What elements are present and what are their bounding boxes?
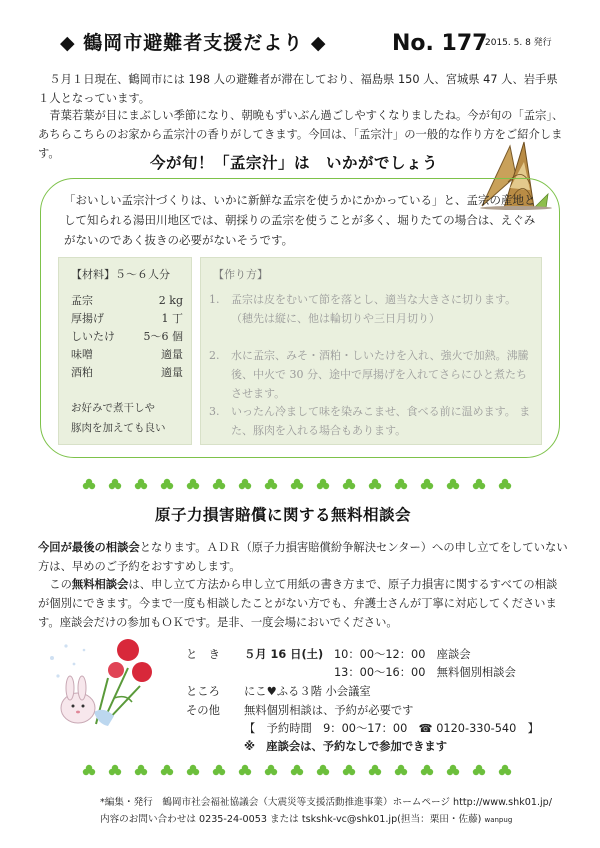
ingredients-box — [58, 257, 192, 445]
ingredient-row — [71, 310, 183, 328]
step-number: 1. — [209, 293, 220, 306]
clover-icon — [290, 478, 304, 492]
clover-icon — [134, 764, 148, 778]
clover-icon — [368, 478, 382, 492]
footer-contact — [100, 812, 580, 827]
ingredient-row — [71, 346, 183, 364]
clover-icon — [160, 764, 174, 778]
event-venue: にこ♥ふる３階 小会議室 — [244, 685, 371, 698]
ingredient-qty: 5～6 個 — [143, 330, 183, 343]
footer-contact-text: 内容のお問い合わせは 0235-24-0053 または tskshk-vc@shk01.jp(担当：栗田・佐藤) — [100, 814, 482, 825]
clover-icon — [342, 764, 356, 778]
ingredient-qty: 適量 — [161, 366, 183, 379]
consult-paragraph-2-pre: この — [38, 578, 72, 591]
issue-number: No. 177 — [392, 31, 488, 56]
ingredient-name: 厚揚げ — [71, 312, 104, 325]
clover-divider — [82, 764, 522, 778]
clover-icon — [160, 478, 174, 492]
ingredient-name: 酒粕 — [71, 366, 93, 379]
event-date: ５月 16 日(土) — [244, 648, 324, 661]
ingredient-qty: 1 丁 — [161, 312, 183, 325]
clover-icon — [472, 764, 486, 778]
clover-icon — [498, 478, 512, 492]
newsletter-title: ◆ 鶴岡市避難者支援だより ◆ — [60, 32, 327, 54]
step-text: 水に孟宗、みそ・酒粕・しいたけを入れ、強火で加熱。沸騰後、中火で 30 分、途中で厚揚げを入れてさらにひと煮たちさせます。 — [231, 349, 529, 400]
clover-icon — [264, 764, 278, 778]
ingredient-qty: 2 kg — [158, 294, 183, 307]
when-label: と き — [186, 648, 220, 661]
clover-icon — [446, 478, 460, 492]
clover-icon — [394, 478, 408, 492]
clover-divider — [82, 478, 522, 492]
consult-paragraph-2-text: は、申し立て方法から申し立て用紙の書き方まで、原子力損害に関するすべての相談が個別にできます。今まで一度も相談したことがない方でも、弁護士さんが丁寧に対応してくださいます。座談会だけの参加もＯＫです。是非、一度会場においでください。 — [38, 578, 558, 629]
clover-icon — [186, 478, 200, 492]
recipe-intro: 「おいしい孟宗汁づくりは、いかに新鮮な孟宗を使うかにかかっている」と、孟宗の産地として知られる湯田川地区では、朝採りの孟宗を使うことが多く、堀りたての場合は、えぐみがないのであく抜きの必要がないそうです。 — [64, 193, 536, 247]
step-number: 2. — [209, 349, 220, 362]
consult-paragraph-2 — [38, 575, 568, 632]
clover-icon — [108, 478, 122, 492]
ingredient-row — [71, 292, 183, 310]
intro-paragraph-1: ５月１日現在、鶴岡市には 198 人の避難者が滞在しており、福島県 150 人、宮城県 47 人、岩手県１人となっています。 — [38, 73, 558, 105]
last-session-emphasis: 今回が最後の相談会 — [38, 541, 140, 554]
event-time-1: 10：00～12：00 座談会 — [334, 648, 471, 661]
ingredient-row — [71, 364, 183, 382]
clover-icon — [420, 478, 434, 492]
ingredients-note-line-2: 豚肉を加えても良い — [71, 422, 166, 434]
where-label: ところ — [186, 685, 220, 698]
method-title: 【作り方】 — [213, 268, 268, 281]
clover-icon — [394, 764, 408, 778]
clover-icon — [238, 764, 252, 778]
ingredient-row — [71, 328, 183, 346]
step-text: いったん冷まして味を染みこませ、食べる前に温めます。 また、豚肉を入れる場合もあります。 — [231, 405, 531, 437]
footer-publisher: *編集・発行 鶴岡市社会福祉協議会（大震災等支援活動推進事業）ホームページ http://www.shk01.jp/ — [100, 797, 553, 808]
clover-icon — [264, 478, 278, 492]
method-step — [209, 346, 537, 403]
clover-icon — [342, 478, 356, 492]
ingredient-name: 味噌 — [71, 348, 93, 361]
consult-paragraph-1-text: となります。ＡＤＲ（原子力損害賠償紛争解決センター）への申し立てをしていない方は、早めのご予約をおすすめします。 — [38, 541, 568, 573]
no-reservation-note: ※ 座談会は、予約なしで参加できます — [244, 740, 448, 753]
event-time-2: 13：00～16：00 無料個別相談会 — [334, 666, 516, 679]
free-consult-emphasis: 無料相談会 — [71, 578, 129, 591]
clover-icon — [238, 478, 252, 492]
reservation-required: 無料個別相談は、予約が必要です — [244, 704, 414, 717]
clover-icon — [472, 478, 486, 492]
step-text: 孟宗は皮をむいて節を落とし、適当な大きさに切ります。 （穂先は縦に、他は輪切りや三日月切り） — [231, 293, 522, 325]
issue-date: 2015. 5. 8 発行 — [485, 38, 552, 48]
method-box — [200, 257, 542, 445]
clover-icon — [446, 764, 460, 778]
clover-icon — [420, 764, 434, 778]
ingredients-note — [71, 398, 166, 438]
clover-icon — [212, 478, 226, 492]
ingredient-name: 孟宗 — [71, 294, 93, 307]
consult-paragraph-1 — [38, 538, 568, 576]
clover-icon — [316, 478, 330, 492]
ingredients-note-line-1: お好みで煮干しや — [71, 402, 155, 414]
clover-icon — [186, 764, 200, 778]
step-number: 3. — [209, 405, 220, 418]
clover-icon — [108, 764, 122, 778]
ingredient-name: しいたけ — [71, 330, 115, 343]
other-label: その他 — [186, 704, 220, 717]
method-step — [209, 402, 537, 440]
clover-icon — [498, 764, 512, 778]
newsletter-header — [60, 28, 580, 62]
footer-credit: wanpug — [484, 816, 513, 824]
clover-icon — [316, 764, 330, 778]
clover-icon — [134, 478, 148, 492]
clover-icon — [82, 478, 96, 492]
clover-icon — [212, 764, 226, 778]
clover-icon — [290, 764, 304, 778]
ingredients-title: 【材料】５～６人分 — [71, 268, 170, 281]
clover-icon — [368, 764, 382, 778]
intro-paragraph-2: 青葉若葉が目にまぶしい季節になり、朝晩もずいぶん過ごしやすくなりましたね。今が旬の「孟宗」、あちらこちらのお家から孟宗汁の香りがしてきます。今回は、「孟宗汁」の一般的な作り方をご紹介します。 — [38, 109, 564, 160]
section2-title: 原子力損害賠償に関する無料相談会 — [155, 506, 412, 524]
method-step — [209, 290, 537, 328]
reservation-hours-phone: 【 予約時間 9：00～17：00 ☎ 0120-330-540 】 — [244, 722, 539, 735]
carnation-bunny-illustration — [44, 628, 169, 738]
section1-title: 今が旬！「孟宗汁」は いかがでしょう — [150, 154, 439, 172]
ingredient-qty: 適量 — [161, 348, 183, 361]
clover-icon — [82, 764, 96, 778]
